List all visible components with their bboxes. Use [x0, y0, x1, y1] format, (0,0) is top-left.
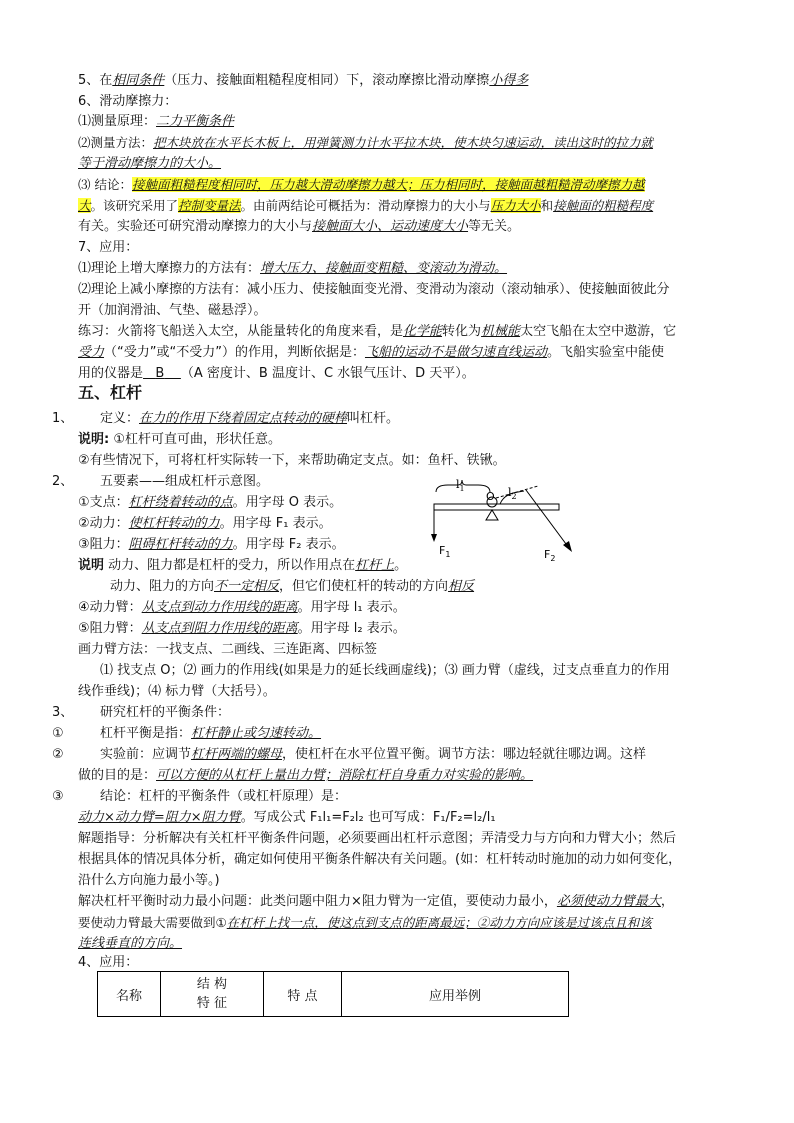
item-number: ①	[52, 726, 64, 741]
before-experiment: 实验前：应调节杠杆两端的螺母，使杠杆在水平位置平衡。调节方法：哪边轻就往哪边调。这样	[100, 747, 647, 762]
draw-arm-steps: ⑴ 找支点 O；⑵ 画力的作用线(如果是力的延长线画虚线)；⑶ 画力臂（虚线，过支点垂直力的作用	[100, 663, 670, 678]
item-number: 3、	[52, 705, 74, 720]
table-header-name: 名称	[98, 972, 161, 1017]
table-header-features: 特 点	[264, 972, 342, 1017]
svg-text:l1: $l_1$	[456, 478, 465, 493]
section-title: 五、杠杆	[78, 383, 143, 402]
exercise-line1: 练习：火箭将飞船送入太空，从能量转化的角度来看，是化学能转化为机械能太空飞船在太空中遨游，它	[78, 324, 677, 339]
lever-diagram	[426, 478, 596, 566]
guide-line1: 解题指导：分析解决有关杠杆平衡条件问题，必须要画出杠杆示意图；弄清受力与方向和力臂大小；然后	[78, 831, 677, 846]
svg-text:F2: $F_2$	[544, 548, 556, 563]
min-force-line3: 连线垂直的方向。	[78, 936, 183, 951]
balance-condition: 研究杠杆的平衡条件：	[100, 705, 231, 720]
friction-item5: 5、在相同条件（压力、接触面粗糙程度相同）下，滚动摩擦比滑动摩擦小得多	[78, 73, 529, 88]
friction-decrease-cont: 开（加润滑油、气垫、磁悬浮）。	[78, 303, 267, 318]
min-force-line2: 要使动力臂最大需要做到①在杠杆上找一点，使这点到支点的距离最远；②动力方向应该是过该点且和该	[78, 915, 652, 930]
friction-item6: 6、滑动摩擦力：	[78, 94, 178, 109]
balance-formula: 动力×动力臂=阻力×阻力臂。写成公式 F₁l₁=F₂l₂ 也可写成：F₁/F₂=l₂/l₁	[78, 810, 496, 825]
application-heading: 4、应用：	[78, 955, 139, 970]
friction-conclusion-end: 有关。实验还可研究滑动摩擦力的大小与接触面大小、运动速度大小等无关。	[78, 219, 521, 234]
friction-decrease: ⑵理论上减小摩擦的方法有：减小压力、使接触面变光滑、变滑动为滚动（滚动轴承）、使接触面彼此分	[78, 282, 670, 297]
draw-arm-method: 画力臂方法：一找支点、二画线、三连距离、四标签	[78, 642, 378, 657]
lever-note2: ②有些情况下，可将杠杆实际转一下，来帮助确定支点。如：鱼杆、铁锹。	[78, 453, 506, 468]
lever-definition: 定义：在力的作用下绕着固定点转动的硬棒叫杠杆。	[100, 411, 400, 426]
element-effort-arm: ④动力臂：从支点到动力作用线的距离。用字母 l₁ 表示。	[78, 600, 406, 615]
min-force-line1: 解决杠杆平衡时动力最小问题：此类问题中阻力×阻力臂为一定值，要使动力最小，必须使动力臂最大，	[78, 894, 674, 909]
load-force-line	[526, 490, 569, 548]
friction-item7: 7、应用：	[78, 240, 139, 255]
draw-arm-steps-cont: 线作垂线)；⑷ 标力臂（大括号）。	[78, 684, 276, 699]
fulcrum-triangle	[486, 510, 498, 520]
exercise-line2: 受力（“受力”或“不受力”）的作用，判断依据是：飞船的运动不是做匀速直线运动。飞船实验室中能使	[78, 345, 664, 360]
friction-method: ⑵测量方法：把木块放在水平长木板上，用弹簧测力计水平拉木块，使木块匀速运动，读出这时的拉力就	[78, 135, 654, 150]
effort-force-arrow	[431, 534, 437, 542]
item-number: ②	[52, 747, 64, 762]
balance-meaning: 杠杆平衡是指：杠杆静止或匀速转动。	[100, 726, 322, 741]
lever-note1: 说明: ①杠杆可直可曲，形状任意。	[78, 432, 281, 447]
friction-conclusion-cont: 大。该研究采用了控制变量法。由前两结论可概括为：滑动摩擦力的大小与压力大小和接触面的粗糙程度	[78, 198, 654, 213]
friction-increase: ⑴理论上增大摩擦力的方法有：增大压力、接触面变粗糙、变滚动为滑动。	[78, 261, 508, 276]
friction-conclusion: ⑶ 结论：接触面粗糙程度相同时，压力越大滑动摩擦力越大；压力相同时，接触面越粗糙滑动摩擦力越	[78, 177, 645, 192]
item-number: 1、	[52, 411, 74, 426]
friction-method-cont: 等于滑动摩擦力的大小。	[78, 156, 222, 171]
svg-text:F1: $F_1$	[439, 544, 451, 559]
item-number: ③	[52, 789, 64, 804]
element-load: ③阻力：阻碍杠杆转动的力。用字母 F₂ 表示。	[78, 537, 345, 552]
table-header-structure: 结 构 特 征	[161, 972, 264, 1017]
force-note2: 动力、阻力的方向不一定相反，但它们使杠杆的转动的方向相反	[110, 579, 475, 594]
balance-conclusion: 结论：杠杆的平衡条件（或杠杆原理）是：	[100, 789, 348, 804]
element-effort: ②动力：使杠杆转动的力。用字母 F₁ 表示。	[78, 516, 332, 531]
guide-line2: 根据具体的情况具体分析，确定如何使用平衡条件解决有关问题。(如：杠杆转动时施加的动力如何变化，	[78, 852, 682, 867]
element-fulcrum: ①支点：杠杆绕着转动的点。用字母 O 表示。	[78, 495, 343, 510]
friction-principle: ⑴测量原理：二力平衡条件	[78, 114, 235, 129]
exercise-line3: 用的仪器是 B （A 密度计、B 温度计、C 水银气压计、D 天平）。	[78, 366, 475, 381]
svg-text:l2: $l_2$	[508, 486, 517, 501]
force-note1: 说明 动力、阻力都是杠杆的受力，所以作用点在杠杆上。	[78, 558, 408, 573]
application-table	[97, 971, 569, 1017]
table-row	[98, 972, 569, 1017]
load-force-arrow	[563, 541, 572, 552]
five-elements: 五要素——组成杠杆示意图。	[100, 474, 270, 489]
before-experiment-cont: 做的目的是：可以方便的从杠杆上量出力臂；消除杠杆自身重力对实验的影响。	[78, 768, 534, 783]
element-load-arm: ⑤阻力臂：从支点到阻力作用线的距离。用字母 l₂ 表示。	[78, 621, 406, 636]
guide-line3: 沿什么方向施力最小等。)	[78, 873, 220, 888]
item-number: 2、	[52, 474, 74, 489]
svg-text:O: O	[486, 490, 495, 503]
table-header-examples: 应用举例	[342, 972, 569, 1017]
